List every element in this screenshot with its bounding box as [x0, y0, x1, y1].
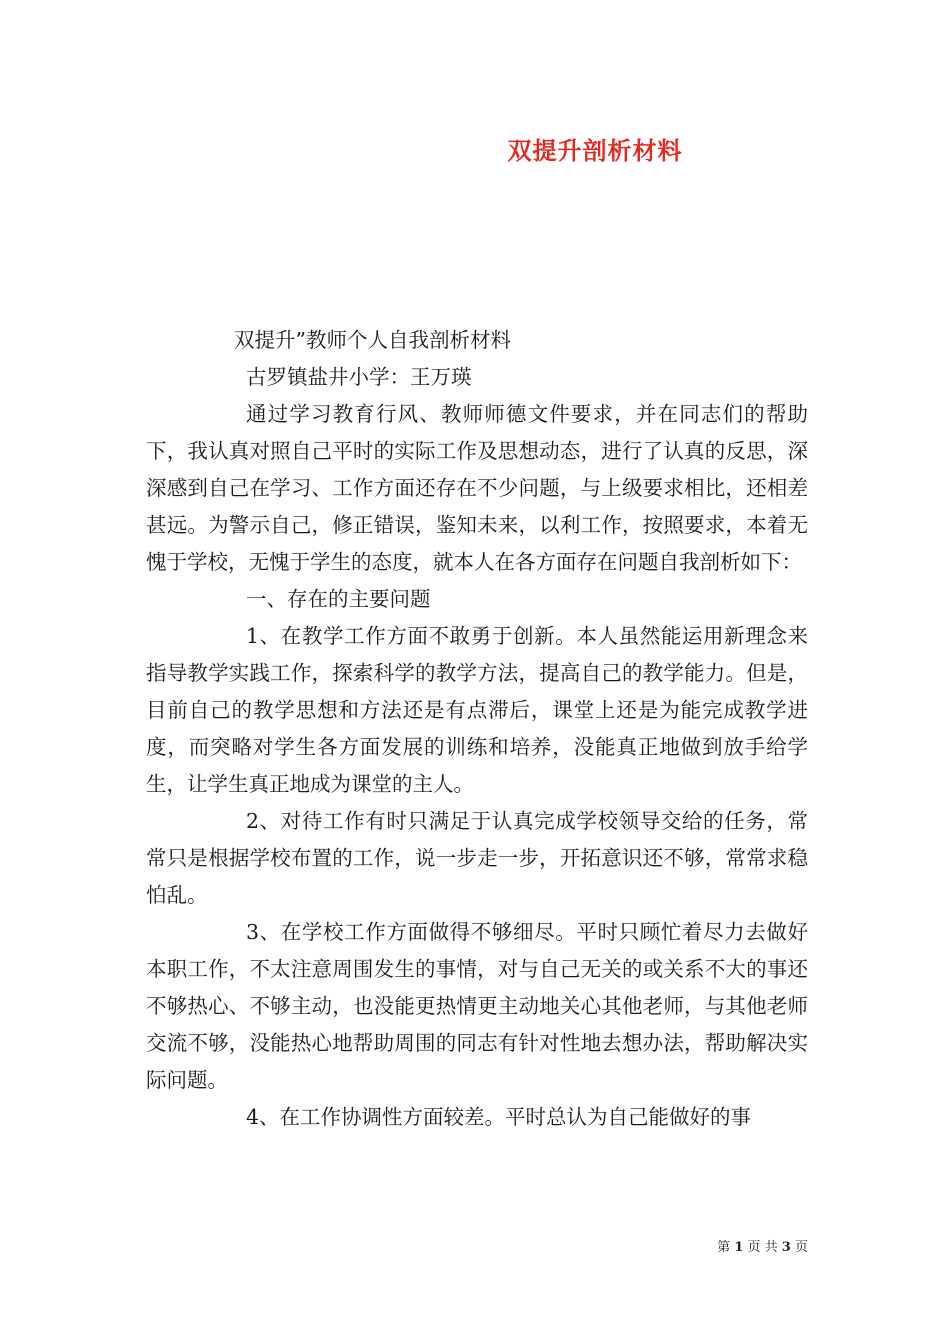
paragraph-item-3: 3、在学校工作方面做得不够细尽。平时只顾忙着尽力去做好本职工作，不太注意周围发生的事情，对与自己无关的或关系不大的事还不够热心、不够主动，也没能更热情更主动地关心其他老师，与其他老师交流不够，没能热心地帮助周围的同志有针对性地去想办法，帮助解决实际问题。 — [146, 920, 808, 1092]
footer-suffix: 页 — [794, 1240, 808, 1255]
footer-total-pages: 3 — [781, 1240, 791, 1255]
paragraph-item-2: 2、对待工作有时只满足于认真完成学校领导交给的任务，常常只是根据学校布置的工作，说一步走一步，开拓意识还不够，常常求稳怕乱。 — [146, 809, 808, 907]
footer-middle: 页 共 — [747, 1240, 778, 1255]
footer-page-number: 1 — [734, 1240, 744, 1255]
page-footer — [717, 1236, 808, 1255]
paragraph-intro: 通过学习教育行风、教师师德文件要求，并在同志们的帮助下，我认真对照自己平时的实际工作及思想动态，进行了认真的反思，深深感到自己在学习、工作方面还存在不少问题，与上级要求相比，还相差甚远。为警示自己，修正错误，鉴知未来，以利工作，按照要求，本着无愧于学校，无愧于学生的态度，就本人在各方面存在问题自我剖析如下： — [146, 402, 808, 574]
document-subtitle: 双提升”教师个人自我剖析材料 — [234, 328, 511, 352]
footer-prefix: 第 — [717, 1240, 731, 1255]
paragraph-item-4: 4、在工作协调性方面较差。平时总认为自己能做好的事 — [246, 1105, 752, 1129]
paragraph-item-1: 1、在教学工作方面不敢勇于创新。本人虽然能运用新理念来指导教学实践工作，探索科学的教学方法，提高自己的教学能力。但是，目前自己的教学思想和方法还是有点滞后，课堂上还是为能完成教学进度，而突略对学生各方面发展的训练和培养，没能真正地做到放手给学生，让学生真正地成为课堂的主人。 — [146, 624, 808, 796]
document-body — [146, 322, 808, 1136]
author-line: 古罗镇盐井小学：王万瑛 — [246, 365, 472, 389]
section-heading: 一、存在的主要问题 — [246, 587, 431, 611]
document-title: 双提升剖析材料 — [507, 137, 683, 165]
